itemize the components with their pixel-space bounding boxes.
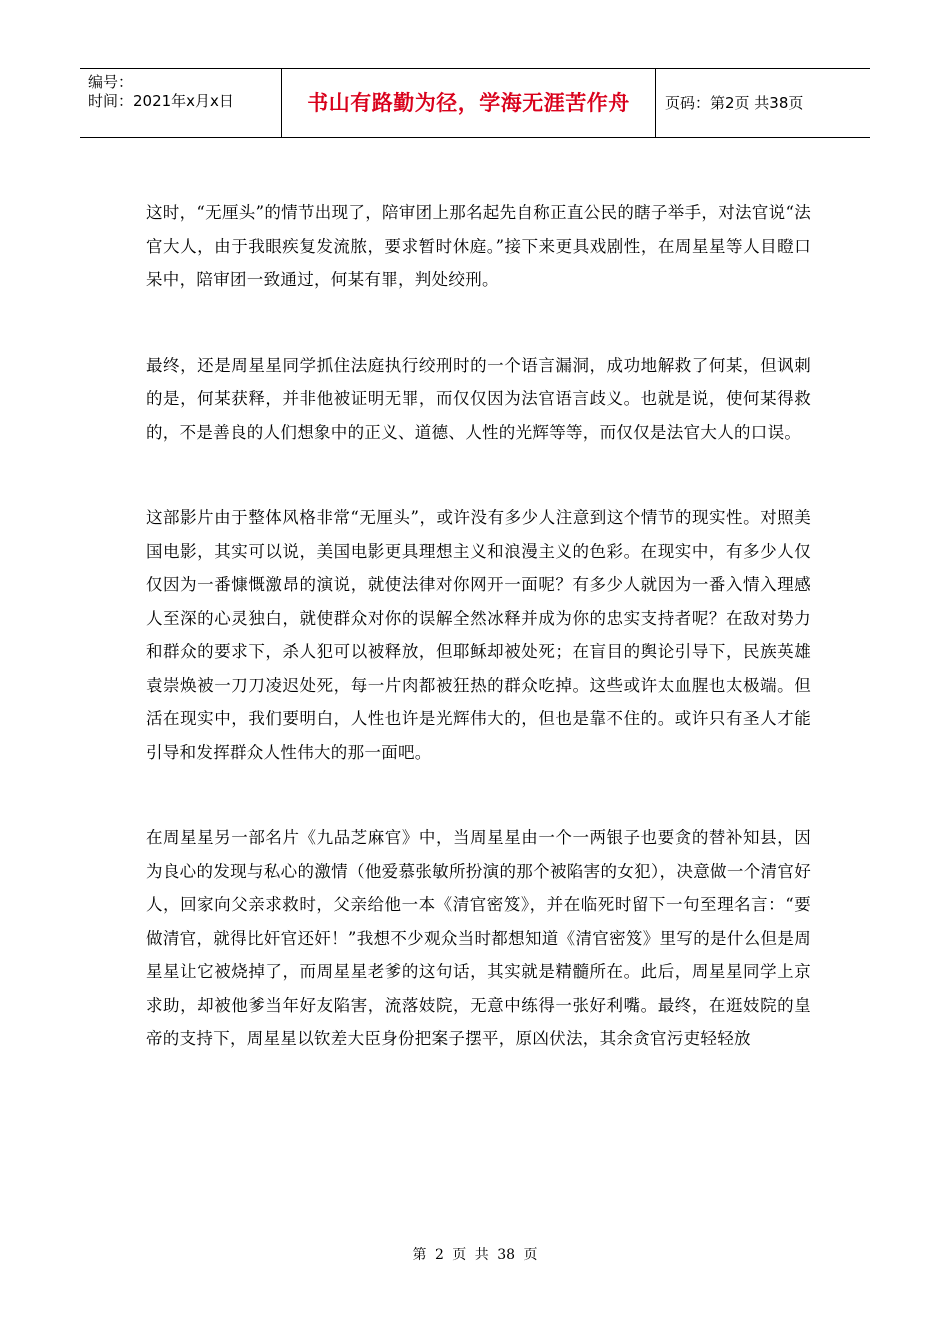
header-divider [655, 69, 656, 137]
header-motto: 书山有路勤为径，学海无涯苦作舟 [307, 91, 630, 115]
page-footer: 第 2 页 共 38 页 [412, 1247, 538, 1263]
body-paragraph: 在周星星另一部名片《九品芝麻官》中，当周星星由一个一两银子也要贪的替补知县，因为良心的发现与私心的激情（他爱慕张敏所扮演的那个被陷害的女犯），决意做一个清官好人，回家向父亲求救时，父亲给他一本《清官密笈》，并在临死时留下一句至理名言：“要做清官，就得比奸官还奸！”我想不少观众当时都想知道《清官密笈》里写的是什么但是周星星让它被烧掉了，而周星星老爹的这句话，其实就是精髓所在。此后，周星星同学上京求助，却被他爹当年好友陷害，流落妓院，无意中练得一张好利嘴。最终，在逛妓院的皇帝的支持下，周星星以钦差大臣身份把案子摆平，原凶伏法，其余贪官污吏轻轻放 [146, 828, 811, 1048]
document-header [80, 68, 870, 138]
document-number-label: 编号： [88, 73, 134, 91]
body-paragraph: 最终，还是周星星同学抓住法庭执行绞刑时的一个语言漏洞，成功地解救了何某，但讽刺的是，何某获释，并非他被证明无罪，而仅仅因为法官语言歧义。也就是说，使何某得救的，不是善良的人们想象中的正义、道德、人性的光辉等等，而仅仅是法官大人的口误。 [146, 355, 811, 442]
body-paragraph: 这时，“无厘头”的情节出现了，陪审团上那名起先自称正直公民的瞎子举手，对法官说“法官大人，由于我眼疾复发流脓，要求暂时休庭。”接下来更具戏剧性，在周星星等人目瞪口呆中，陪审团一致通过，何某有罪，判处绞刑。 [146, 203, 811, 289]
document-body [146, 196, 811, 1108]
header-meta [88, 73, 234, 111]
document-date: 时间：2021年x月x日 [88, 92, 234, 110]
body-paragraph: 这部影片由于整体风格非常“无厘头”，或许没有多少人注意到这个情节的现实性。对照美国电影，其实可以说，美国电影更具理想主义和浪漫主义的色彩。在现实中，有多少人仅仅因为一番慷慨激昂的演说，就使法律对你网开一面呢？有多少人就因为一番入情入理感人至深的心灵独白，就使群众对你的误解全然冰释并成为你的忠实支持者呢？在敌对势力和群众的要求下，杀人犯可以被释放，但耶稣却被处死；在盲目的舆论引导下，民族英雄袁崇焕被一刀刀凌迟处死，每一片肉都被狂热的群众吃掉。这些或许太血腥也太极端。但活在现实中，我们要明白，人性也许是光辉伟大的，但也是靠不住的。或许只有圣人才能引导和发挥群众人性伟大的那一面吧。 [146, 508, 811, 762]
header-page-info: 页码：第2页 共38页 [665, 94, 804, 112]
